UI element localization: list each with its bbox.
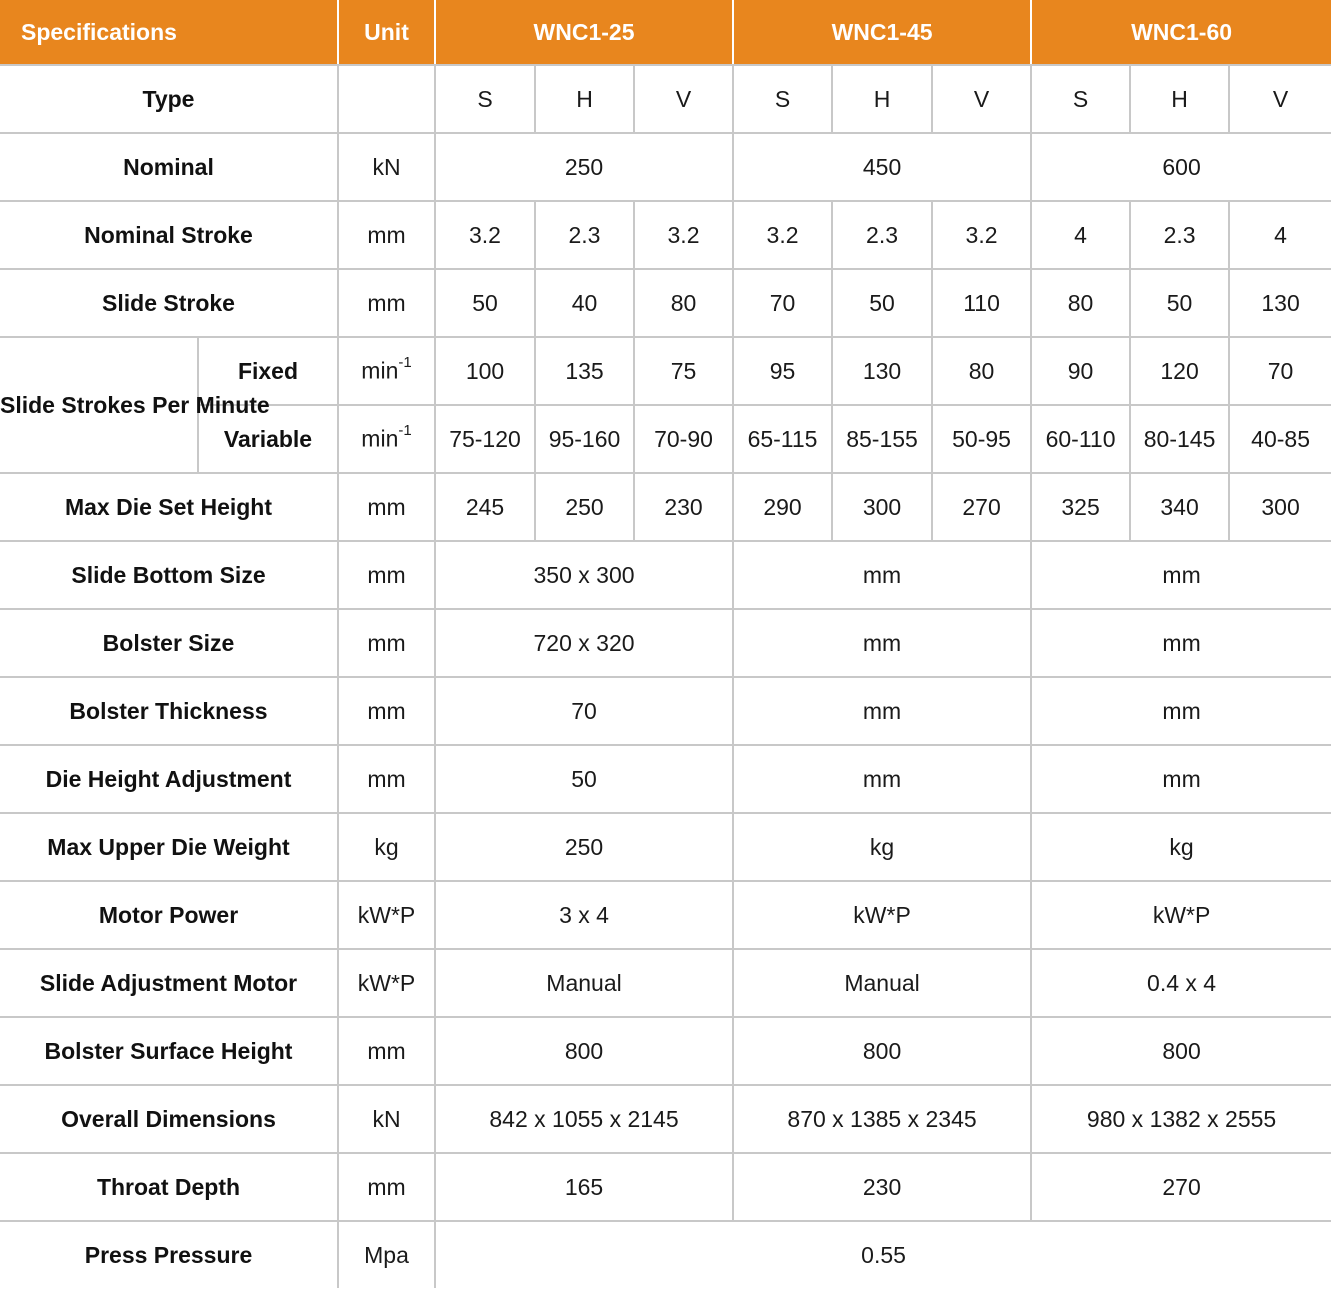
row-label: Motor Power [0,881,338,949]
value-cell: 120 [1130,337,1229,405]
value-cell: mm [1031,745,1331,813]
row-slide-stroke [0,269,1331,337]
value-cell: 70 [1229,337,1331,405]
value-cell: 325 [1031,473,1130,541]
value-cell: 90 [1031,337,1130,405]
row-throat-depth [0,1153,1331,1221]
value-cell: 80-145 [1130,405,1229,473]
row-label: Nominal [0,133,338,201]
unit-cell: kW*P [338,949,435,1017]
row-label: Slide Stroke [0,269,338,337]
value-cell: 40 [535,269,634,337]
unit-cell: mm [338,609,435,677]
value-cell: 70 [733,269,832,337]
value-cell: 800 [1031,1017,1331,1085]
unit-exponent: -1 [398,354,412,372]
row-label: Overall Dimensions [0,1085,338,1153]
row-label: Die Height Adjustment [0,745,338,813]
row-slide-adjustment-motor [0,949,1331,1017]
type-cell: H [832,65,932,133]
value-cell: 290 [733,473,832,541]
value-cell: 40-85 [1229,405,1331,473]
row-press-pressure [0,1221,1331,1288]
value-cell: 135 [535,337,634,405]
row-nominal [0,133,1331,201]
value-cell: 85-155 [832,405,932,473]
row-label: Nominal Stroke [0,201,338,269]
value-cell: kg [733,813,1031,881]
value-cell: 600 [1031,133,1331,201]
value-cell: 250 [435,813,733,881]
value-cell: 3 x 4 [435,881,733,949]
header-model-wnc1-25: WNC1-25 [435,0,733,65]
type-cell: S [733,65,832,133]
value-cell: 270 [932,473,1031,541]
unit-text: min [361,425,399,452]
value-cell: Manual [435,949,733,1017]
type-cell: H [535,65,634,133]
value-cell: 230 [634,473,733,541]
row-motor-power [0,881,1331,949]
value-cell: mm [1031,541,1331,609]
value-cell: 50 [832,269,932,337]
value-cell: 70-90 [634,405,733,473]
value-cell: 842 x 1055 x 2145 [435,1085,733,1153]
unit-cell: mm [338,269,435,337]
row-bolster-thickness [0,677,1331,745]
row-nominal-stroke [0,201,1331,269]
row-label: Slide Adjustment Motor [0,949,338,1017]
row-label: Throat Depth [0,1153,338,1221]
value-cell: 95-160 [535,405,634,473]
value-cell: 70 [435,677,733,745]
value-cell: 450 [733,133,1031,201]
value-cell: 0.4 x 4 [1031,949,1331,1017]
row-bolster-surface-height [0,1017,1331,1085]
unit-cell: kN [338,1085,435,1153]
value-cell: mm [733,677,1031,745]
unit-cell [338,337,435,405]
value-cell: 80 [932,337,1031,405]
value-cell: 3.2 [435,201,535,269]
unit-exponent: -1 [398,422,412,440]
value-cell: 50 [435,269,535,337]
value-cell: mm [733,745,1031,813]
row-bolster-size [0,609,1331,677]
value-cell: 60-110 [1031,405,1130,473]
unit-cell: mm [338,1017,435,1085]
value-cell: 100 [435,337,535,405]
row-label: Max Upper Die Weight [0,813,338,881]
value-cell: mm [1031,677,1331,745]
header-row [0,0,1331,65]
value-cell: 800 [435,1017,733,1085]
value-cell: 870 x 1385 x 2345 [733,1085,1031,1153]
type-cell: H [1130,65,1229,133]
type-cell: V [1229,65,1331,133]
value-cell: 50 [1130,269,1229,337]
value-cell: 75-120 [435,405,535,473]
value-cell: Manual [733,949,1031,1017]
value-cell: 250 [435,133,733,201]
value-cell: 3.2 [634,201,733,269]
unit-cell: mm [338,745,435,813]
type-cell: V [932,65,1031,133]
value-cell: 340 [1130,473,1229,541]
value-cell: 300 [832,473,932,541]
header-model-wnc1-45: WNC1-45 [733,0,1031,65]
value-cell: 165 [435,1153,733,1221]
value-cell: 0.55 [435,1221,1331,1288]
row-label: Max Die Set Height [0,473,338,541]
row-label-spm: Slide Strokes Per Minute [0,337,198,473]
value-cell: mm [733,609,1031,677]
row-label: Bolster Surface Height [0,1017,338,1085]
header-unit: Unit [338,0,435,65]
header-specifications: Specifications [0,0,338,65]
value-cell: 300 [1229,473,1331,541]
row-spm-fixed [0,337,1331,405]
row-slide-bottom-size [0,541,1331,609]
value-cell: 110 [932,269,1031,337]
value-cell: mm [733,541,1031,609]
value-cell: mm [1031,609,1331,677]
sublabel-variable: Variable [198,405,338,473]
type-cell: S [435,65,535,133]
header-model-wnc1-60: WNC1-60 [1031,0,1331,65]
value-cell: 245 [435,473,535,541]
unit-text: min [361,357,399,384]
value-cell: 250 [535,473,634,541]
unit-cell [338,405,435,473]
unit-cell: kW*P [338,881,435,949]
value-cell: 800 [733,1017,1031,1085]
value-cell: 3.2 [733,201,832,269]
type-cell: S [1031,65,1130,133]
unit-cell: kg [338,813,435,881]
value-cell: 75 [634,337,733,405]
value-cell: kW*P [1031,881,1331,949]
value-cell: 3.2 [932,201,1031,269]
row-label: Type [0,65,338,133]
value-cell: 95 [733,337,832,405]
value-cell: 2.3 [1130,201,1229,269]
value-cell: 4 [1031,201,1130,269]
row-label: Slide Bottom Size [0,541,338,609]
value-cell: 230 [733,1153,1031,1221]
sublabel-fixed: Fixed [198,337,338,405]
value-cell: 720 x 320 [435,609,733,677]
value-cell: 65-115 [733,405,832,473]
unit-cell: mm [338,1153,435,1221]
value-cell: 4 [1229,201,1331,269]
value-cell: 50 [435,745,733,813]
row-overall-dimensions [0,1085,1331,1153]
value-cell: 80 [634,269,733,337]
value-cell: 50-95 [932,405,1031,473]
value-cell: kg [1031,813,1331,881]
row-label: Press Pressure [0,1221,338,1288]
value-cell: 2.3 [535,201,634,269]
row-type [0,65,1331,133]
unit-cell: kN [338,133,435,201]
value-cell: 980 x 1382 x 2555 [1031,1085,1331,1153]
unit-cell: mm [338,677,435,745]
value-cell: 130 [832,337,932,405]
unit-cell [338,65,435,133]
value-cell: 80 [1031,269,1130,337]
unit-cell: Mpa [338,1221,435,1288]
unit-cell: mm [338,541,435,609]
value-cell: 2.3 [832,201,932,269]
row-die-height-adjustment [0,745,1331,813]
unit-cell: mm [338,473,435,541]
row-max-upper-die-weight [0,813,1331,881]
value-cell: 130 [1229,269,1331,337]
row-label: Bolster Thickness [0,677,338,745]
row-max-die-set-height [0,473,1331,541]
value-cell: kW*P [733,881,1031,949]
type-cell: V [634,65,733,133]
value-cell: 350 x 300 [435,541,733,609]
value-cell: 270 [1031,1153,1331,1221]
row-label: Bolster Size [0,609,338,677]
unit-cell: mm [338,201,435,269]
